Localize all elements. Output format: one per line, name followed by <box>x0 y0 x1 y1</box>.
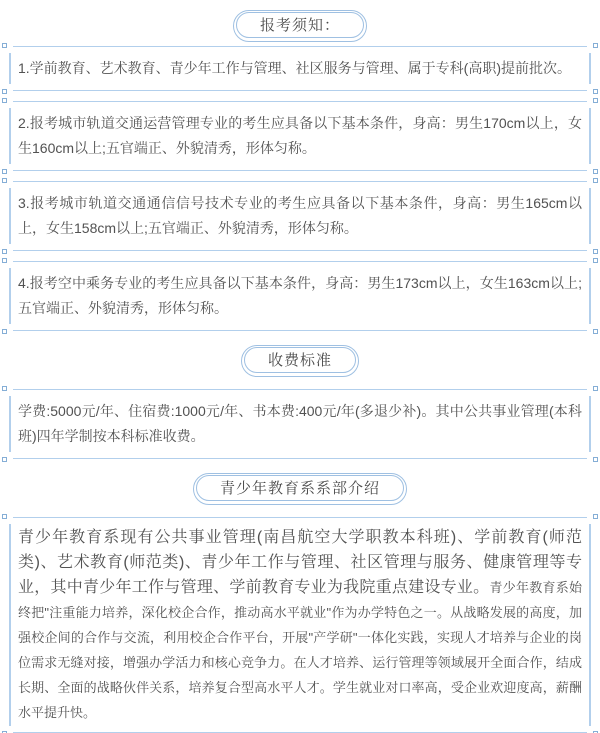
notice-text-3: 3.报考城市轨道交通通信信号技术专业的考生应具备以下基本条件，身高：男生165cm以上，女生158cm以上;五官端正、外貌清秀，形体匀称。 <box>18 195 582 236</box>
notice-text-1: 1.学前教育、艺术教育、青少年工作与管理、社区服务与管理、属于专科(高职)提前批次。 <box>18 60 571 76</box>
fees-heading-pill <box>241 345 359 377</box>
frame-line-left <box>9 53 11 84</box>
corner-handle <box>593 514 598 519</box>
notice-text-4: 4.报考空中乘务专业的考生应具备以下基本条件，身高：男生173cm以上，女生163cm以上;五官端正、外貌清秀，形体匀称。 <box>18 275 582 316</box>
frame-line-top <box>13 261 587 262</box>
frame-line-top <box>13 181 587 182</box>
fees-heading-label: 收费标准 <box>267 352 332 369</box>
frame-line-bottom <box>13 458 587 459</box>
frame-line-right <box>589 268 591 324</box>
fees-box <box>2 389 598 459</box>
corner-handle <box>2 43 7 48</box>
frame-line-top <box>13 46 587 47</box>
corner-handle <box>2 457 7 462</box>
corner-handle <box>593 329 598 334</box>
notice-heading-label: 报考须知： <box>259 17 340 34</box>
frame-line-left <box>9 396 11 452</box>
notice-box-4 <box>2 261 598 331</box>
frame-line-right <box>589 53 591 84</box>
corner-handle <box>593 98 598 103</box>
notice-heading-pill <box>233 10 367 42</box>
corner-handle <box>593 89 598 94</box>
corner-handle <box>2 249 7 254</box>
fees-heading-row <box>0 345 600 377</box>
frame-line-top <box>13 517 587 518</box>
corner-handle <box>2 169 7 174</box>
corner-handle <box>2 514 7 519</box>
frame-line-top <box>13 101 587 102</box>
corner-handle <box>593 178 598 183</box>
corner-handle <box>2 386 7 391</box>
department-text <box>18 525 582 725</box>
corner-handle <box>2 98 7 103</box>
frame-line-right <box>589 396 591 452</box>
department-heading-pill <box>193 473 407 505</box>
corner-handle <box>593 249 598 254</box>
corner-handle <box>593 457 598 462</box>
frame-line-bottom <box>13 250 587 251</box>
department-text-rest: 青少年教育系始终把"注重能力培养，深化校企合作，推动高水平就业"作为办学特色之一。从战略发展的高度，加强校企间的合作与交流，利用校企合作平台，开展"产学研"一体化实践，实现人才培养与企业的岗位需求无缝对接，增强办学活力和核心竞争力。在人才培养、运行管理等领域展开全面合作，结成长期、全面的战略伙伴关系，培养复合型高水平人才。学生就业对口率高，受企业欢迎度高，薪酬水平提升快。 <box>18 580 582 720</box>
frame-line-right <box>589 524 591 726</box>
notice-heading-row <box>0 10 600 42</box>
frame-line-bottom <box>13 90 587 91</box>
frame-line-left <box>9 188 11 244</box>
frame-line-bottom <box>13 330 587 331</box>
frame-line-right <box>589 188 591 244</box>
frame-line-bottom <box>13 170 587 171</box>
corner-handle <box>2 258 7 263</box>
frame-line-left <box>9 524 11 726</box>
department-heading-label: 青少年教育系系部介绍 <box>219 480 380 497</box>
department-box <box>2 517 598 733</box>
frame-line-left <box>9 108 11 164</box>
frame-line-top <box>13 389 587 390</box>
notice-box-2 <box>2 101 598 171</box>
corner-handle <box>593 258 598 263</box>
frame-line-left <box>9 268 11 324</box>
corner-handle <box>2 178 7 183</box>
frame-line-right <box>589 108 591 164</box>
corner-handle <box>593 43 598 48</box>
fees-text: 学费:5000元/年、住宿费:1000元/年、书本费:400元/年(多退少补)。其中公共事业管理(本科班)四年学制按本科标准收费。 <box>18 403 582 444</box>
notice-box-3 <box>2 181 598 251</box>
department-text-lead: 青少年教育系现有公共事业管理(南昌航空大学职教本科班)、学前教育(师范类)、艺术教育(师范类)、青少年工作与管理、社区管理与服务、健康管理等专业，其中青少年工作与管理、学前教育专业为我院重点建设专业。 <box>18 529 582 596</box>
notice-text-2: 2.报考城市轨道交通运营管理专业的考生应具备以下基本条件，身高：男生170cm以上，女生160cm以上;五官端正、外貌清秀，形体匀称。 <box>18 115 582 156</box>
corner-handle <box>593 169 598 174</box>
department-heading-row <box>0 473 600 505</box>
corner-handle <box>2 89 7 94</box>
corner-handle <box>2 329 7 334</box>
corner-handle <box>593 386 598 391</box>
notice-box-1 <box>2 46 598 91</box>
